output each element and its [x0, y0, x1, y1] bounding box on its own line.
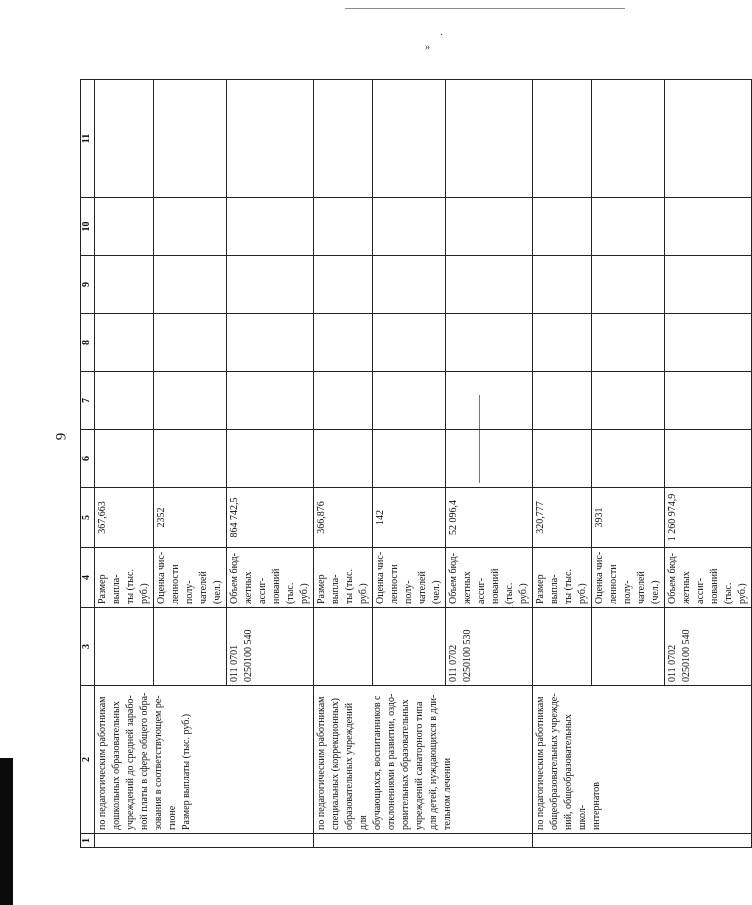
scan-mark-top-right: » [425, 42, 430, 53]
col-header: 9 [81, 256, 95, 314]
cell-value: 2352 [154, 488, 227, 548]
table-row [95, 80, 154, 848]
cell-code-empty [154, 608, 227, 686]
col-header: 4 [81, 548, 95, 608]
cell-col1 [95, 834, 314, 848]
col-header: 3 [81, 608, 95, 686]
cell-indicator: Оценка чис- ленности полу- чателей (чел.) [373, 548, 446, 608]
cell-value: 367,663 [95, 488, 154, 548]
cell-value: 142 [373, 488, 446, 548]
cell-indicator: Оценка чис- ленности полу- чателей (чел.) [154, 548, 227, 608]
cell-description: по педагогическим работникам общеобразовательных учрежде- ний, общеобразовательных школ- интернатов [533, 686, 752, 834]
cell-value: 1 260 974,9 [665, 488, 752, 548]
table-row [314, 80, 373, 848]
scan-edge-shadow [0, 758, 13, 905]
scan-mark-dot: · [440, 30, 444, 41]
col-header: 11 [81, 80, 95, 198]
cell-code: 011 0701 0250100 540 [227, 608, 314, 686]
col-header: 6 [81, 430, 95, 488]
cell-code-empty [533, 608, 592, 686]
budget-table [80, 79, 752, 848]
cell-code: 011 0702 0250100 540 [665, 608, 752, 686]
col-header: 5 [81, 488, 95, 548]
cell-col1 [314, 834, 533, 848]
cell-value: 864 742,5 [227, 488, 314, 548]
col-header: 1 [81, 834, 95, 848]
cell-value: 52 096,4 [446, 488, 533, 548]
scan-top-line [345, 8, 625, 9]
cell-code: 011 0702 0250100 530 [446, 608, 533, 686]
cell-indicator: Размер выпла- ты (тыс. руб.) [533, 548, 592, 608]
col-header: 8 [81, 314, 95, 372]
col-header: 10 [81, 198, 95, 256]
cell-indicator: Объем бюд- жетных ассиг- нований (тыс. руб.) [665, 548, 752, 608]
cell-value: 320,777 [533, 488, 592, 548]
col-header: 2 [81, 686, 95, 834]
cell-indicator: Оценка чис- ленности полу- чателей (чел.) [592, 548, 665, 608]
page-number: 9 [53, 432, 70, 441]
cell-indicator: Объем бюд- жетных ассиг- нований (тыс. руб.) [227, 548, 314, 608]
cell-value: 366,876 [314, 488, 373, 548]
cell-code-empty [314, 608, 373, 686]
cell-indicator: Объем бюд- жетных ассиг- нований (тыс. руб.) [446, 548, 533, 608]
cell-code-empty [592, 608, 665, 686]
cell-value: 3931 [592, 488, 665, 548]
cell-description: по педагогическим работникам специальных (коррекционных) образовательных учреждений для обучающихся, воспитанников с отклонениями в развитии, оздо- ровительных образовательных учреждений санаторного типа для детей, нуждающихся в дли- тельном лечении [314, 686, 533, 834]
cell-indicator: Размер выпла- ты (тыс. руб.) [95, 548, 154, 608]
rotated-table-container [80, 80, 748, 848]
cell-description: по педагогическим работникам дошкольных образовательных учреждений до средней зарабо- ной платы в сфере общего обра- зования в соответствующем ре- гионе Размер выплаты (тыс. руб.) [95, 686, 314, 834]
table-row [533, 80, 592, 848]
cell-code-empty [373, 608, 446, 686]
cell-col1 [533, 834, 752, 848]
col-header: 7 [81, 372, 95, 430]
cell-code-empty [95, 608, 154, 686]
table-header-row [81, 80, 95, 848]
cell-indicator: Размер выпла- ты (тыс. руб.) [314, 548, 373, 608]
